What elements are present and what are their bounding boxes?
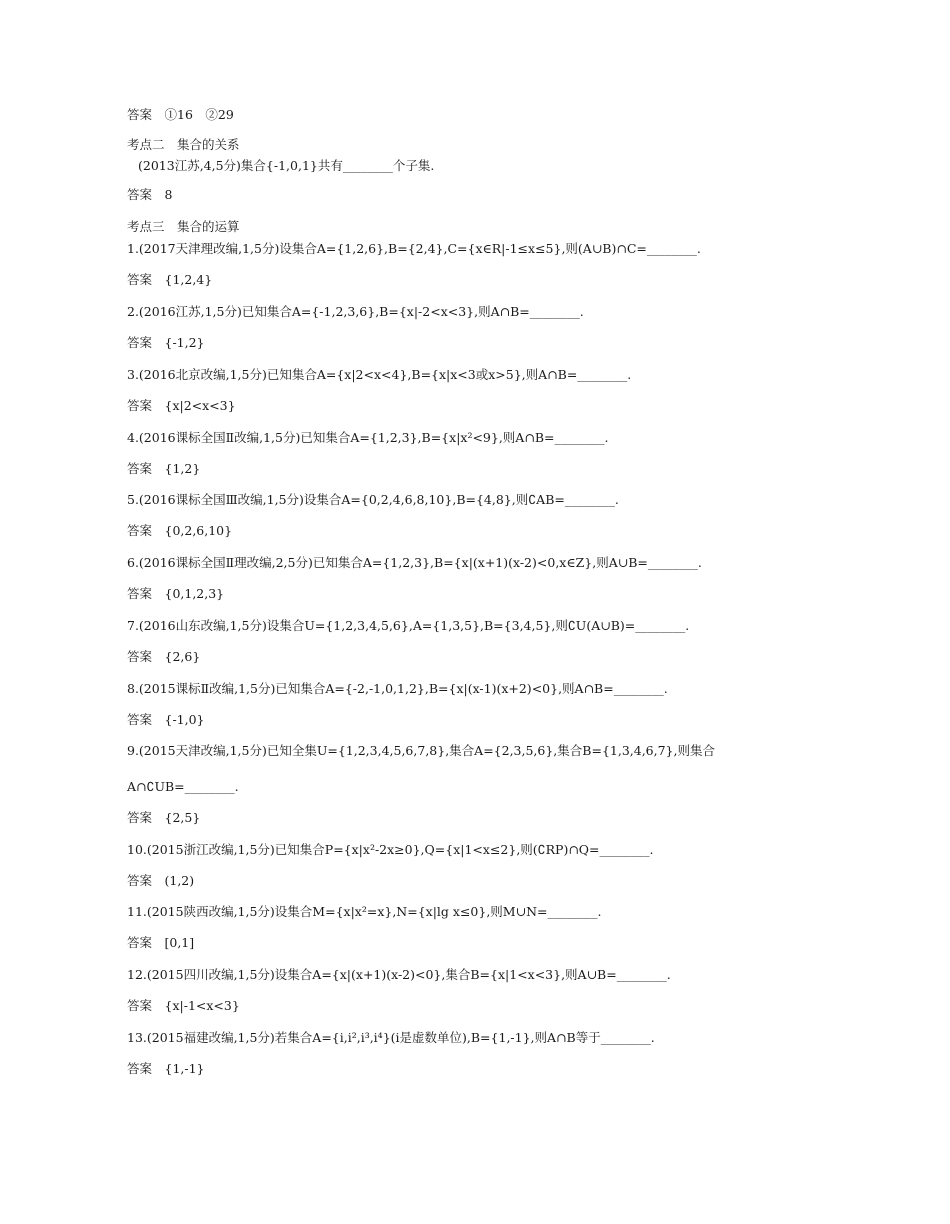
question-10: 10.(2015浙江改编,1,5分)已知集合P={x|x²-2x≥0},Q={x|1<x≤2},则(∁RP)∩Q=________. <box>127 842 654 857</box>
answer-3: 答案 {x|2<x<3} <box>127 398 236 413</box>
answer-12: 答案 {x|-1<x<3} <box>127 998 240 1013</box>
answer-10: 答案 (1,2) <box>127 873 195 888</box>
question-1: 1.(2017天津理改编,1,5分)设集合A={1,2,6},B={2,4},C={x∈R|-1≤x≤5},则(A∪B)∩C=________. <box>127 241 701 256</box>
answer-prev: 答案 ①16 ②29 <box>127 107 234 122</box>
question-7: 7.(2016山东改编,1,5分)设集合U={1,2,3,4,5,6},A={1,3,5},B={3,4,5},则∁U(A∪B)=________. <box>127 618 690 633</box>
section-heading-2: 考点二 集合的关系 <box>127 137 240 152</box>
question-9-cont: A∩∁UB=________. <box>127 779 239 794</box>
answer-11: 答案 [0,1] <box>127 935 195 950</box>
question-12: 12.(2015四川改编,1,5分)设集合A={x|(x+1)(x-2)<0},集合B={x|1<x<3},则A∪B=________. <box>127 967 671 982</box>
answer-9: 答案 {2,5} <box>127 810 201 825</box>
question-4: 4.(2016课标全国Ⅱ改编,1,5分)已知集合A={1,2,3},B={x|x²<9},则A∩B=________. <box>127 430 609 445</box>
answer-2013-jiangsu: 答案 8 <box>127 187 173 202</box>
answer-2: 答案 {-1,2} <box>127 335 205 350</box>
question-5: 5.(2016课标全国Ⅲ改编,1,5分)设集合A={0,2,4,6,8,10},B={4,8},则∁AB=________. <box>127 492 619 507</box>
answer-1: 答案 {1,2,4} <box>127 272 213 287</box>
answer-8: 答案 {-1,0} <box>127 712 205 727</box>
answer-13: 答案 {1,-1} <box>127 1061 205 1076</box>
section-heading-3: 考点三 集合的运算 <box>127 219 240 234</box>
question-2: 2.(2016江苏,1,5分)已知集合A={-1,2,3,6},B={x|-2<x<3},则A∩B=________. <box>127 304 584 319</box>
question-2013-jiangsu: (2013江苏,4,5分)集合{-1,0,1}共有________个子集. <box>138 158 435 173</box>
answer-7: 答案 {2,6} <box>127 649 201 664</box>
question-6: 6.(2016课标全国Ⅱ理改编,2,5分)已知集合A={1,2,3},B={x|(x+1)(x-2)<0,x∈Z},则A∪B=________. <box>127 555 702 570</box>
answer-4: 答案 {1,2} <box>127 461 201 476</box>
question-8: 8.(2015课标Ⅱ改编,1,5分)已知集合A={-2,-1,0,1,2},B={x|(x-1)(x+2)<0},则A∩B=________. <box>127 681 668 696</box>
question-11: 11.(2015陕西改编,1,5分)设集合M={x|x²=x},N={x|lg x≤0},则M∪N=________. <box>127 904 602 919</box>
question-3: 3.(2016北京改编,1,5分)已知集合A={x|2<x<4},B={x|x<3或x>5},则A∩B=________. <box>127 367 632 382</box>
answer-5: 答案 {0,2,6,10} <box>127 523 233 538</box>
question-13: 13.(2015福建改编,1,5分)若集合A={i,i²,i³,i⁴}(i是虚数单位),B={1,-1},则A∩B等于________. <box>127 1030 655 1045</box>
question-9: 9.(2015天津改编,1,5分)已知全集U={1,2,3,4,5,6,7,8},集合A={2,3,5,6},集合B={1,3,4,6,7},则集合 <box>127 743 715 758</box>
answer-6: 答案 {0,1,2,3} <box>127 586 225 601</box>
